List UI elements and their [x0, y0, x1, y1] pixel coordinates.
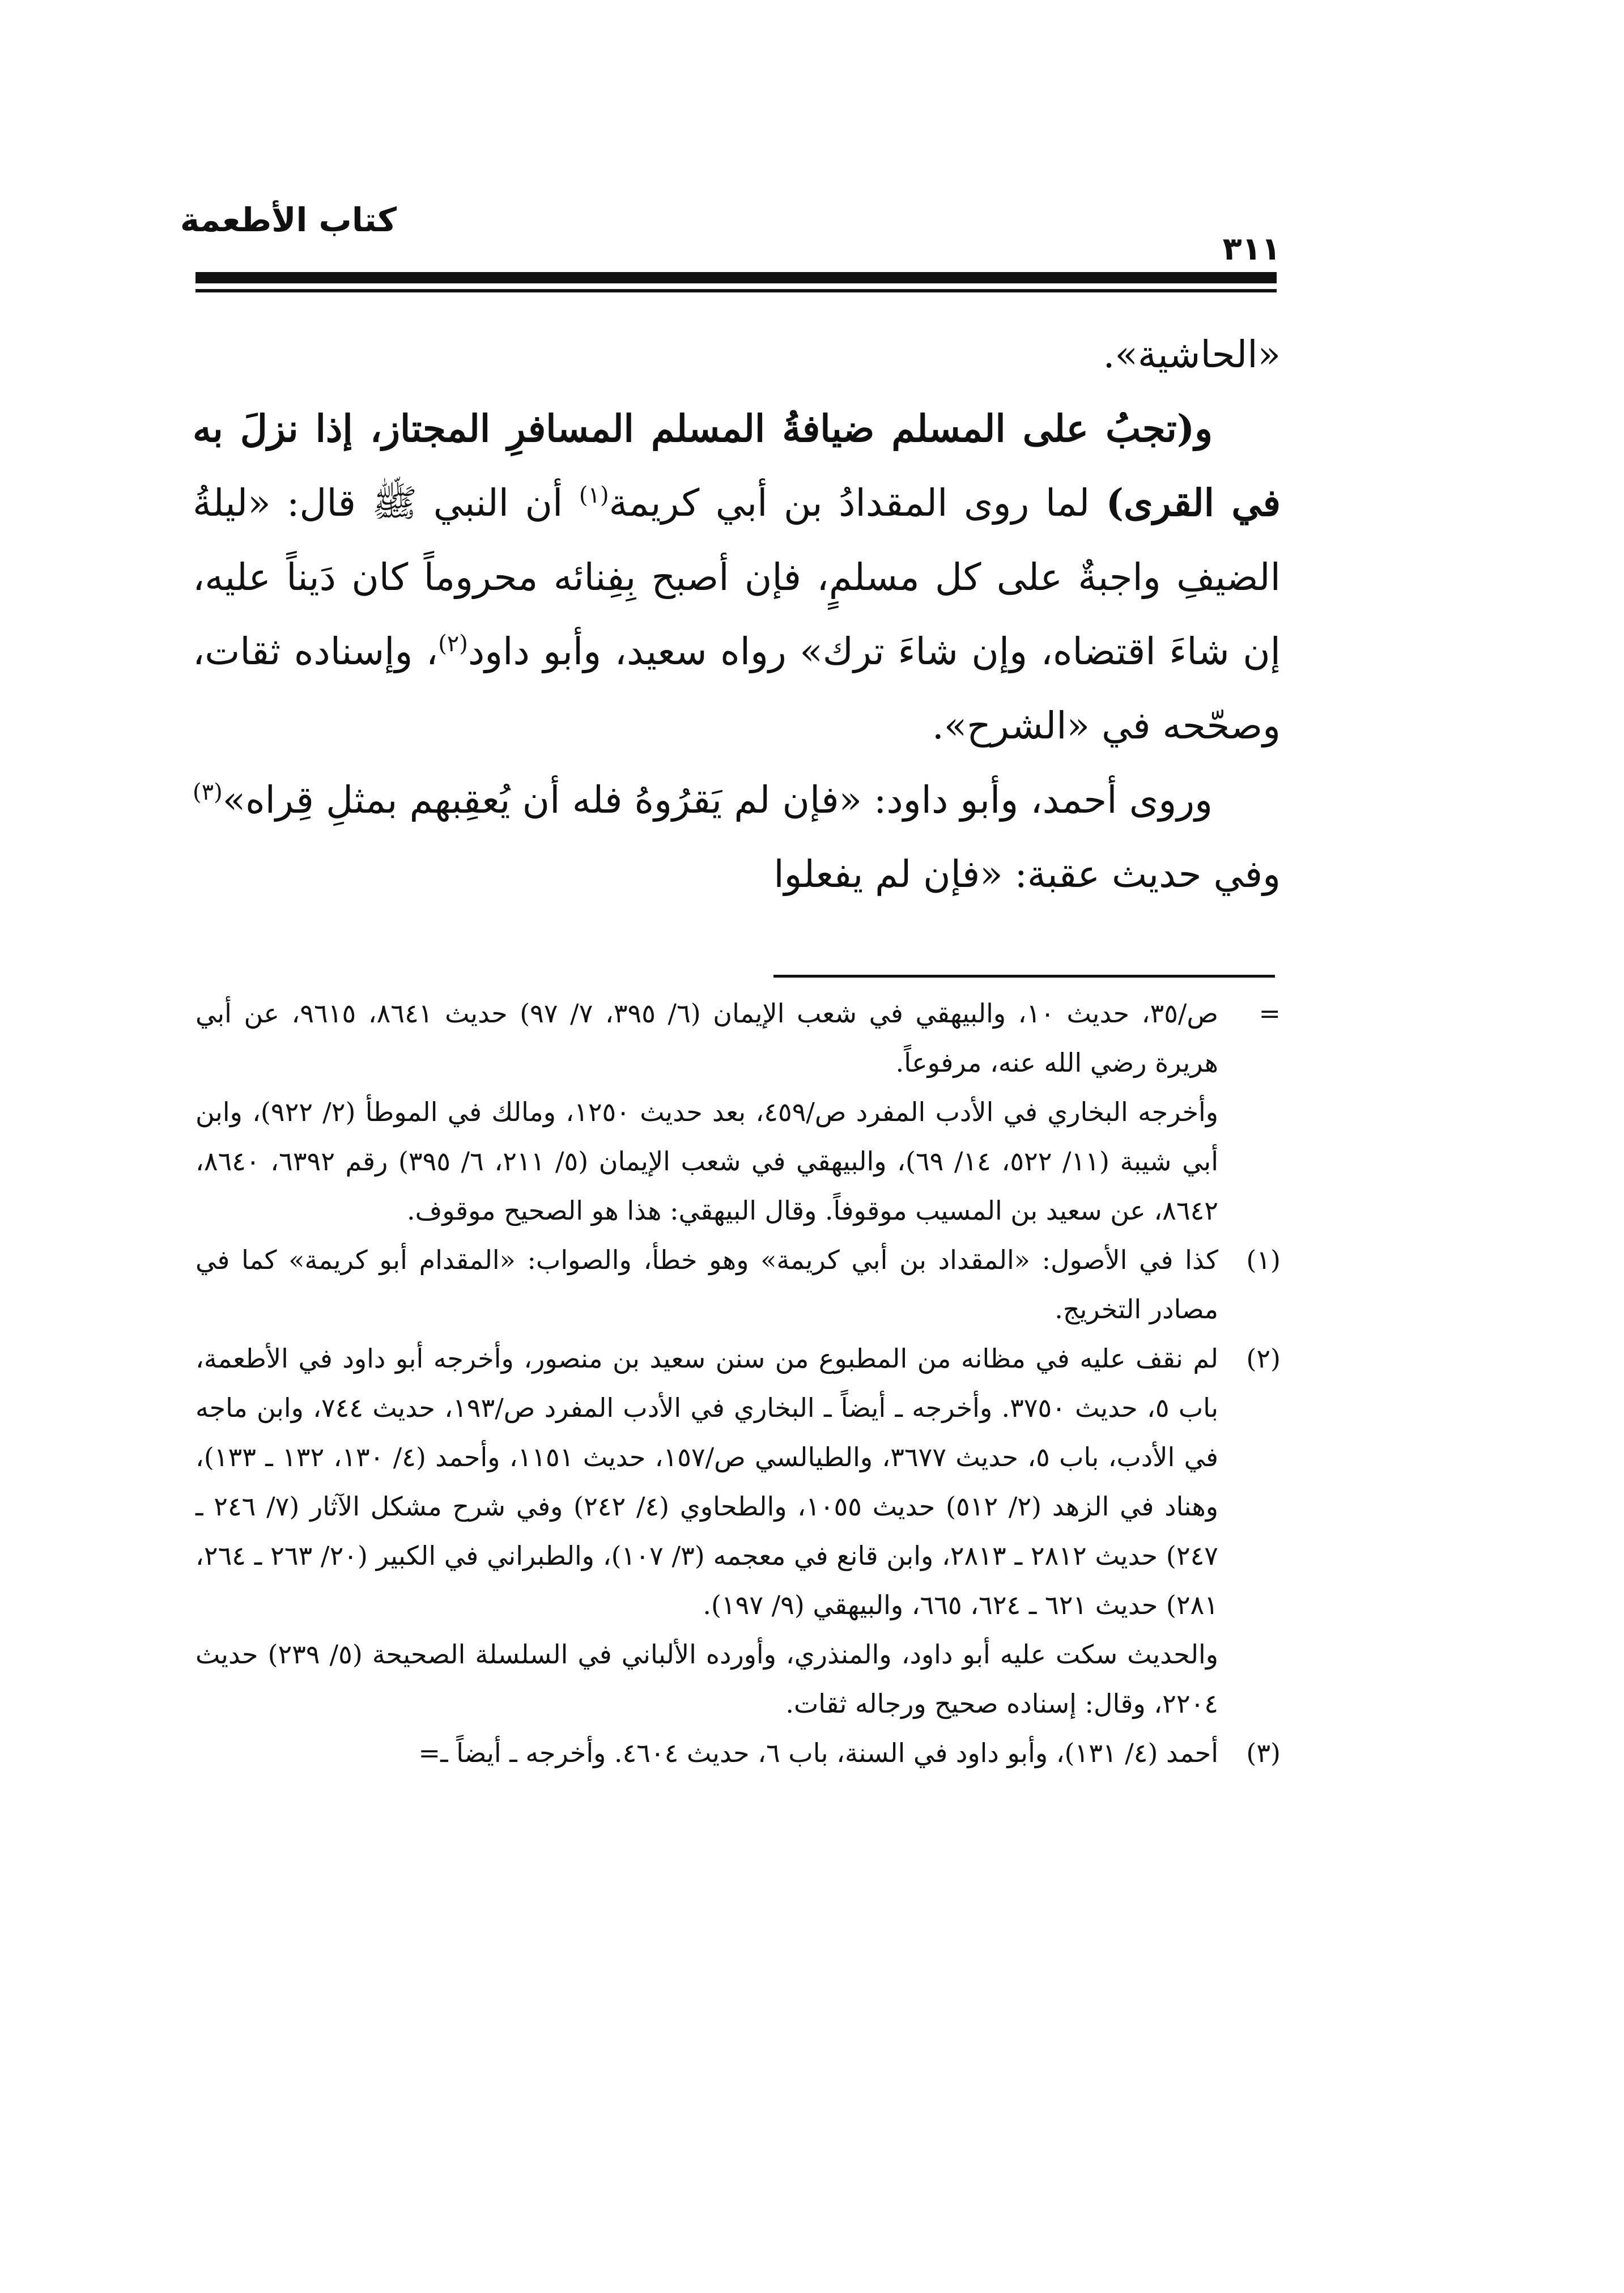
- commentary-text: وروى أحمد، وأبو داود: «فإن لم يَقرُوهُ فله أن يُعقِبهم بمثلِ قِراه»: [222, 778, 1213, 822]
- header-rule-thin: [195, 289, 1277, 292]
- footnote-text: لم نقف عليه في مظانه من المطبوع من سنن سعيد بن منصور، وأخرجه أبو داود في الأطعمة، باب ٥، حديث ٣٧٥٠. وأخرجه ـ أيضاً ـ البخاري في الأدب المفرد ص/١٩٣، حديث ٧٤٤، وابن ماجه في الأدب، باب ٥، حديث ٣٦٧٧، والطيالسي ص/١٥٧، حديث ١١٥١، وأحمد (٤/ ١٣٠، ١٣٢ ـ ١٣٣)، وهناد في الزهد (٢/ ٥١٢) حديث ١٠٥٥، والطحاوي (٤/ ٢٤٢) وفي شرح مشكل الآثار (٧/ ٢٤٦ ـ ٢٤٧) حديث ٢٨١٢ ـ ٢٨١٣، وابن قانع في معجمه (٣/ ١٠٧)، والطبراني في الكبير (٢٠/ ٢٦٣ ـ ٢٦٤، ٢٨١) حديث ٦٢١ ـ ٦٢٤، ٦٦٥، والبيهقي (٩/ ١٩٧).: [195, 1343, 1219, 1620]
- main-text: [193, 317, 1281, 911]
- header-rule-thick: [195, 272, 1277, 283]
- running-header-title: كتاب الأطعمة: [180, 201, 397, 239]
- footnote-text: وأخرجه البخاري في الأدب المفرد ص/٤٥٩، بعد حديث ١٢٥٠، ومالك في الموطأ (٢/ ٩٢٢)، وابن أبي شيبة (١١/ ٥٢٢، ١٤/ ٦٩)، والبيهقي في شعب الإيمان (٥/ ٢١١، ٦/ ٣٩٥) رقم ٦٣٩٢، ٨٦٤٠، ٨٦٤٢، عن سعيد بن المسيب موقوفاً. وقال البيهقي: هذا هو الصحيح موقوف.: [195, 1097, 1219, 1226]
- footnote-text: والحديث سكت عليه أبو داود، والمنذري، وأورده الألباني في السلسلة الصحيحة (٥/ ٢٣٩) حديث ٢٢٠٤، وقال: إسناده صحيح ورجاله ثقات.: [195, 1639, 1218, 1719]
- footnotes: [195, 989, 1281, 1778]
- footnote-text: أحمد (٤/ ١٣١)، وأبو داود في السنة، باب ٦، حديث ٤٦٠٤. وأخرجه ـ أيضاً ـ=: [418, 1738, 1218, 1768]
- footnote-text: ص/٣٥، حديث ١٠، والبيهقي في شعب الإيمان (٦/ ٣٩٥، ٧/ ٩٧) حديث ٨٦٤١، ٩٦١٥، عن أبي هريرة رضي الله عنه، مرفوعاً.: [195, 998, 1219, 1078]
- continuation-line: «الحاشية».: [1103, 333, 1281, 376]
- footnote-ref-1[interactable]: (١): [579, 482, 609, 508]
- footnote-continuation: [195, 989, 1281, 1088]
- footnote-text: كذا في الأصول: «المقداد بن أبي كريمة» وهو خطأ، والصواب: «المقدام أبو كريمة» كما في مصادر التخريج.: [195, 1245, 1218, 1324]
- commentary-text: أن النبي ﷺ قال: «ليلةُ الضيفِ واجبةٌ على كل مسلمٍ، فإن أصبح بِفِنائه محروماً كان دَيناً عليه، إن شاءَ اقتضاه، وإن شاءَ ترك» رواه سعيد، وأبو داود: [193, 481, 1281, 673]
- footnote-3: [195, 1729, 1281, 1778]
- footnote-paragraph: [195, 1630, 1281, 1729]
- footnote-ref-3[interactable]: (٣): [193, 779, 223, 805]
- page-number: ٣١١: [1222, 231, 1281, 267]
- commentary-text: لما روى المقدادُ بن أبي كريمة: [609, 481, 1106, 525]
- footnote-ref-2[interactable]: (٢): [438, 631, 468, 657]
- footnote-marker: (٢): [1246, 1343, 1281, 1374]
- footnote-2: [195, 1334, 1281, 1630]
- commentary-text: ، وإسناده ثقات، وصحّحه في «الشرح».: [193, 630, 1281, 748]
- footnote-marker: (١): [1246, 1245, 1281, 1275]
- footnote-marker: (٣): [1246, 1738, 1281, 1768]
- footnote-1: [195, 1235, 1281, 1334]
- footnote-paragraph: [195, 1088, 1281, 1235]
- matn-text: و(تجبُ على المسلم ضيافةُ المسلم المسافرِ المجتاز، إذا نزلَ به في القرى): [193, 406, 1281, 525]
- footnote-separator: [773, 975, 1275, 978]
- paragraph-1: [193, 392, 1281, 763]
- footnote-marker: =: [1259, 998, 1281, 1029]
- paragraph-2: [193, 763, 1281, 911]
- commentary-text: وفي حديث عقبة: «فإن لم يفعلوا: [773, 852, 1281, 896]
